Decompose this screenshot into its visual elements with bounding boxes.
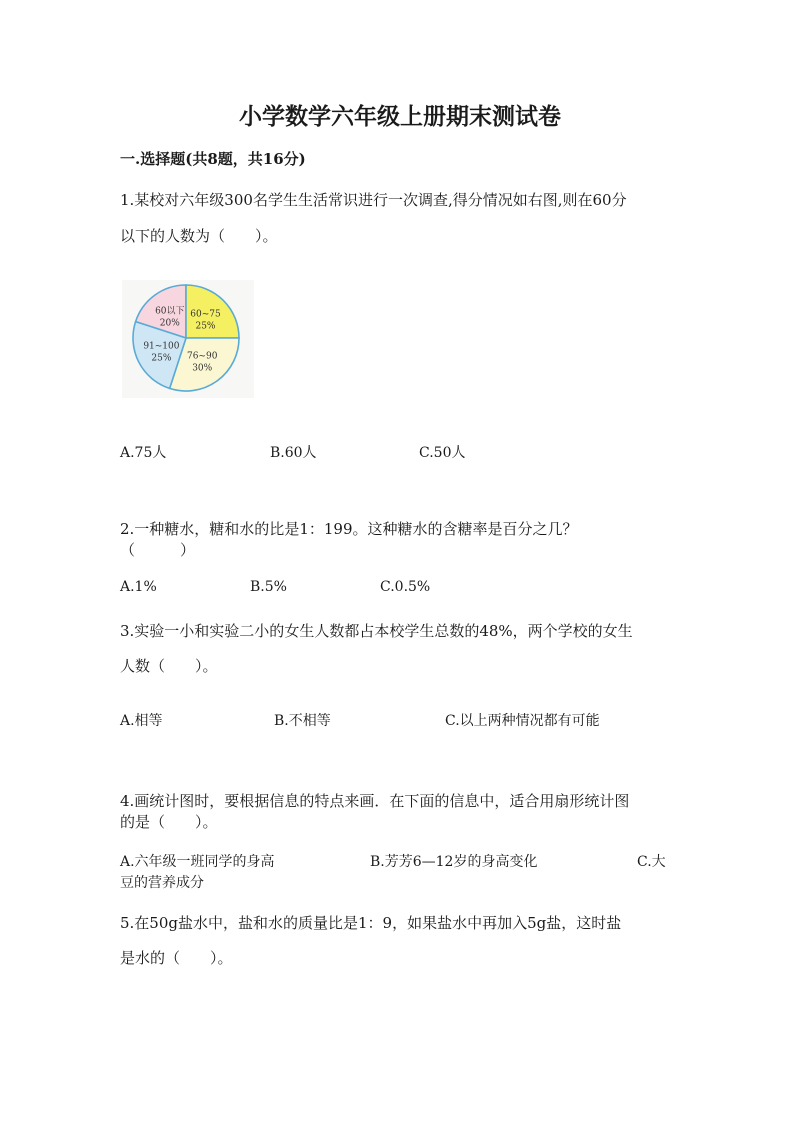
question-3-option-a[interactable]: A.相等	[120, 713, 163, 729]
question-1-option-b[interactable]: B.60人	[270, 445, 317, 461]
question-5-line-1: 5.在50g盐水中，盐和水的质量比是1：9，如果盐水中再加入5g盐，这时盐	[120, 914, 622, 932]
question-2-line-1: 2.一种糖水，糖和水的比是1：199。这种糖水的含糖率是百分之几？	[120, 520, 578, 538]
pie-slice-range-label: 91~100	[143, 341, 180, 352]
question-4-option-b[interactable]: B.芳芳6—12岁的身高变化	[370, 854, 538, 870]
question-2-option-c[interactable]: C.0.5%	[380, 579, 431, 595]
pie-slice-range-label: 60以下	[155, 306, 185, 317]
question-2-line-2: （ ）	[120, 541, 196, 559]
question-4-option-c-continuation: 豆的营养成分	[120, 875, 204, 891]
question-4-option-c[interactable]: C.大	[637, 854, 666, 870]
question-3-line-1: 3.实验一小和实验二小的女生人数都占本校学生总数的48%，两个学校的女生	[120, 622, 633, 640]
pie-chart-svg	[122, 280, 254, 398]
page-title: 小学数学六年级上册期末测试卷	[239, 103, 561, 130]
question-1-line-1: 1.某校对六年级300名学生生活常识进行一次调查,得分情况如右图,则在60分	[120, 191, 627, 209]
question-1-option-a[interactable]: A.75人	[120, 445, 167, 461]
question-1-line-2: 以下的人数为（ ）。	[120, 227, 278, 245]
question-3-option-c[interactable]: C.以上两种情况都有可能	[445, 713, 600, 729]
pie-slice-percent-label: 20%	[159, 318, 180, 329]
score-distribution-pie-chart	[122, 280, 254, 398]
pie-slice-range-label: 76~90	[186, 351, 218, 362]
question-5-line-2: 是水的（ ）。	[120, 949, 233, 967]
question-4-line-1: 4.画统计图时，要根据信息的特点来画．在下面的信息中，适合用扇形统计图	[120, 792, 630, 810]
question-4-line-2: 的是（ ）。	[120, 813, 218, 831]
question-3-line-2: 人数（ ）。	[120, 657, 218, 675]
question-1-option-c[interactable]: C.50人	[419, 445, 466, 461]
pie-slice-percent-label: 25%	[195, 321, 216, 332]
pie-slice-percent-label: 30%	[192, 363, 213, 374]
section-header: 一.选择题(共8题，共16分)	[120, 150, 306, 168]
question-4-option-a[interactable]: A.六年级一班同学的身高	[120, 854, 275, 870]
pie-slice-percent-label: 25%	[151, 353, 172, 364]
question-3-option-b[interactable]: B.不相等	[274, 713, 331, 729]
question-2-option-b[interactable]: B.5%	[250, 579, 287, 595]
pie-slice-range-label: 60~75	[190, 309, 221, 320]
question-2-option-a[interactable]: A.1%	[120, 579, 157, 595]
